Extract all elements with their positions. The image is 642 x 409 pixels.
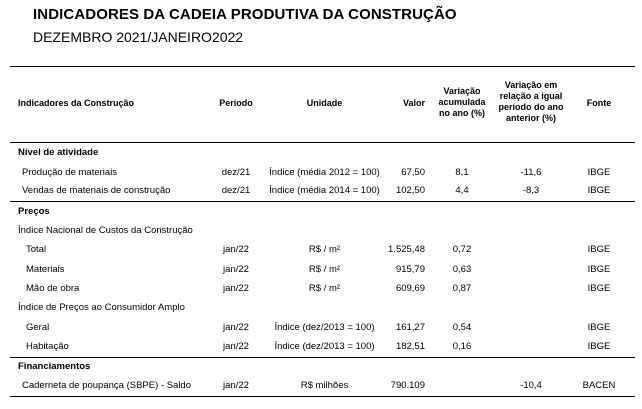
row-name: Caderneta de poupança (SBPE) - Saldo — [22, 380, 191, 391]
row-unidade: Índice (dez/2013 = 100) — [274, 322, 375, 333]
row-fonte: IBGE — [587, 244, 611, 255]
section-nivel-atividade: Nível de atividade — [18, 147, 99, 158]
header-unidade: Unidade — [306, 98, 343, 108]
divider-bottom — [10, 396, 635, 397]
row-acumulada: 0,72 — [452, 244, 472, 255]
row-name: Total — [26, 244, 47, 255]
row-acumulada: 0,54 — [452, 322, 472, 333]
row-acumulada: 4,4 — [455, 185, 469, 196]
header-relacao-line: Variação em — [504, 80, 558, 90]
row-fonte: IBGE — [587, 185, 611, 196]
header-acumulada-line: Variação — [443, 86, 481, 96]
row-periodo: jan/22 — [223, 341, 249, 352]
row-valor: 790.109 — [390, 380, 425, 391]
row-unidade: Índice (média 2014 = 100) — [269, 185, 380, 196]
row-fonte: BACEN — [582, 380, 616, 391]
row-name: Geral — [26, 322, 50, 333]
row-valor: 182,51 — [395, 341, 425, 352]
header-acumulada — [432, 86, 492, 119]
row-acumulada: 8,1 — [455, 167, 469, 178]
divider-nivel — [10, 201, 635, 202]
row-valor: 161,27 — [395, 322, 425, 333]
subsection-incc: Índice Nacional de Custos da Construção — [18, 225, 193, 236]
row-unidade: R$ / m² — [308, 264, 341, 275]
row-periodo: dez/21 — [221, 185, 251, 196]
header-relacao-line: anterior (%) — [505, 113, 556, 123]
header-indicador: Indicadores da Construção — [18, 98, 135, 108]
header-acumulada-line: no ano (%) — [439, 108, 485, 118]
row-unidade: R$ milhões — [300, 380, 349, 391]
page-title: INDICADORES DA CADEIA PRODUTIVA DA CONSTRUÇÃO — [33, 6, 457, 23]
row-fonte: IBGE — [587, 167, 611, 178]
row-fonte: IBGE — [587, 264, 611, 275]
divider-top — [10, 66, 635, 67]
divider-header — [10, 142, 635, 143]
header-relacao-line: período do ano — [498, 102, 564, 112]
row-periodo: jan/22 — [223, 322, 249, 333]
row-fonte: IBGE — [587, 322, 611, 333]
row-valor: 102,50 — [395, 185, 425, 196]
row-acumulada: 0,87 — [452, 283, 472, 294]
header-valor: Valor — [402, 98, 425, 108]
row-fonte: IBGE — [587, 341, 611, 352]
row-periodo: jan/22 — [223, 283, 249, 294]
section-precos: Preços — [18, 206, 50, 217]
row-valor: 915,79 — [395, 264, 425, 275]
header-acumulada-line: acumulada — [438, 97, 486, 107]
row-name: Vendas de materiais de construção — [22, 185, 171, 196]
row-name: Produção de materiais — [22, 167, 118, 178]
header-periodo: Período — [219, 98, 253, 108]
row-relacao: -8,3 — [522, 185, 540, 196]
row-relacao: -10,4 — [520, 380, 542, 391]
row-fonte: IBGE — [587, 283, 611, 294]
row-unidade: Índice (média 2012 = 100) — [269, 167, 380, 178]
row-periodo: jan/22 — [223, 380, 249, 391]
row-unidade: Índice (dez/2013 = 100) — [274, 341, 375, 352]
row-acumulada: 0,63 — [452, 264, 472, 275]
row-acumulada: 0,16 — [452, 341, 472, 352]
row-periodo: jan/22 — [223, 264, 249, 275]
subsection-ipca: Índice de Preços ao Consumidor Amplo — [18, 302, 185, 313]
row-name: Habitação — [26, 341, 69, 352]
row-valor: 67,50 — [401, 167, 425, 178]
page-subtitle: DEZEMBRO 2021/JANEIRO2022 — [33, 29, 244, 45]
section-financiamentos: Financiamentos — [18, 361, 91, 372]
row-unidade: R$ / m² — [308, 244, 341, 255]
divider-precos — [10, 357, 635, 358]
row-valor: 1.525,48 — [388, 244, 425, 255]
row-relacao: -11,6 — [520, 167, 542, 178]
row-valor: 609,69 — [395, 283, 425, 294]
header-relacao — [488, 80, 574, 124]
row-name: Materiais — [26, 264, 65, 275]
row-name: Mão de obra — [26, 283, 80, 294]
header-fonte: Fonte — [586, 98, 612, 108]
header-relacao-line: relação a igual — [499, 91, 563, 101]
row-periodo: dez/21 — [221, 167, 251, 178]
row-unidade: R$ / m² — [308, 283, 341, 294]
row-periodo: jan/22 — [223, 244, 249, 255]
